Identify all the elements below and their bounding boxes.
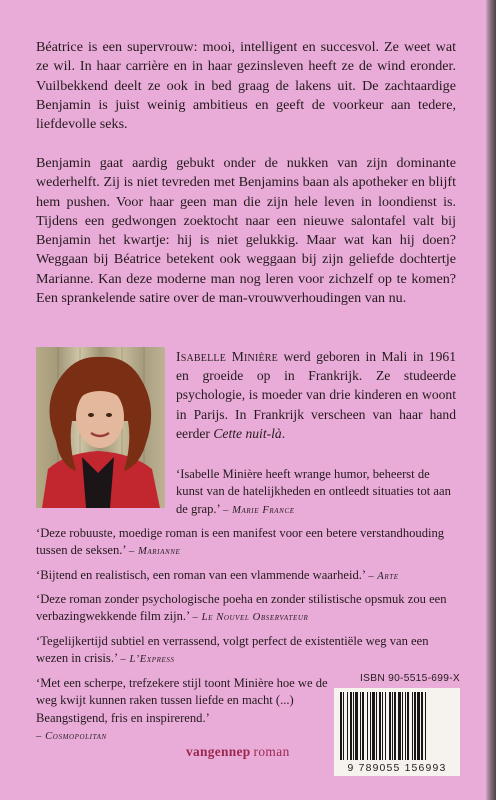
review-quote <box>36 675 336 746</box>
review-source: – L’Express <box>120 654 175 666</box>
barcode <box>334 688 460 762</box>
author-bio-end: . <box>281 425 286 441</box>
author-portrait-image <box>36 347 165 508</box>
barcode-digits: 9 789055 156993 <box>334 762 460 776</box>
review-source: – Marie France <box>222 504 295 516</box>
review-source: – Cosmopolitan <box>36 731 107 743</box>
barcode-bars <box>334 688 460 762</box>
publisher-genre: roman <box>253 744 290 759</box>
review-quote-text: ‘Bijtend en realistisch, een roman van een vlammende waarheid.’ <box>36 568 366 582</box>
isbn-label: ISBN 90-5515-699-X <box>360 673 460 684</box>
review-quote-text: ‘Tegelijkertijd subtiel en verrassend, volgt perfect de existentiële weg van een wezen in crisis.’ <box>36 634 429 666</box>
review-quote-text: ‘Met een scherpe, trefzekere stijl toont Minière hoe we de weg kwijt kunnen raken tussen liefde en macht (...) Beangstigend, fris en inspirerend.’ <box>36 676 328 725</box>
author-bio <box>176 347 456 443</box>
review-source: – Arte <box>368 571 399 582</box>
previous-book-title: Cette nuit-là <box>213 425 282 441</box>
review-quote <box>36 591 460 627</box>
blurb-paragraph-1: Béatrice is een supervrouw: mooi, intelligent en succesvol. Ze weet wat ze wil. In haar carrière en in haar gezinsleven heeft ze de wind eronder. Vuilbekkend deelt ze ook in bed graag de lakens uit. De zachtaardige Benjamin is juist weinig ambitieus en geeft de voorkeur aan tedere, liefdevolle seks. <box>36 39 456 133</box>
review-quote <box>36 633 460 669</box>
review-quote-text: ‘Deze robuuste, moedige roman is een manifest voor een betere verstandhouding tussen de seksen.’ <box>36 526 445 558</box>
author-photo <box>36 347 165 508</box>
page-edge <box>486 0 496 800</box>
review-source: – Marianne <box>128 546 181 558</box>
review-quote <box>36 567 460 585</box>
publisher-name: vangennep <box>186 744 251 759</box>
review-quote-text: ‘Deze roman zonder psychologische poeha en zonder stilistische opsmuk zou een verbazingwekkende film zijn.’ <box>36 592 447 624</box>
author-bio-text: werd geboren in Mali in 1961 en groeide op in Frankrijk. Ze studeerde psychologie, is moeder van drie kinderen en woont in Parijs. In Frankrijk verscheen van haar hand eerder <box>176 349 456 441</box>
blurb-paragraph-2: Benjamin gaat aardig gebukt onder de nukken van zijn dominante wederhelft. Zij is niet tevreden met Benjamins baan als apotheker en blijft hem pushen. Voor haar geen man die zijn hele leven in loondienst is. Tijdens een gedwongen zoektocht naar een nieuwe salontafel valt bij Benjamin het kwartje: hij is niet gelukkig. Maar wat kan hij doen? Weggaan bij Béatrice betekent ook weggaan bij zijn geliefde dochtertje Marianne. Kan deze moderne man nog leren voor zichzelf op te komen? Een sprankelende satire over de man-vrouwverhoudingen van nu. <box>36 155 456 307</box>
review-source: – Le Nouvel Observateur <box>192 612 309 624</box>
review-quote <box>176 466 456 519</box>
publisher-imprint <box>186 744 336 760</box>
review-quote-text: ‘Isabelle Minière heeft wrange humor, beheerst de kunst van de hatelijkheden en ontleedt situaties tot aan de grap.’ <box>176 467 451 516</box>
review-quote <box>36 525 460 561</box>
author-name: Isabelle Minière <box>176 349 278 364</box>
